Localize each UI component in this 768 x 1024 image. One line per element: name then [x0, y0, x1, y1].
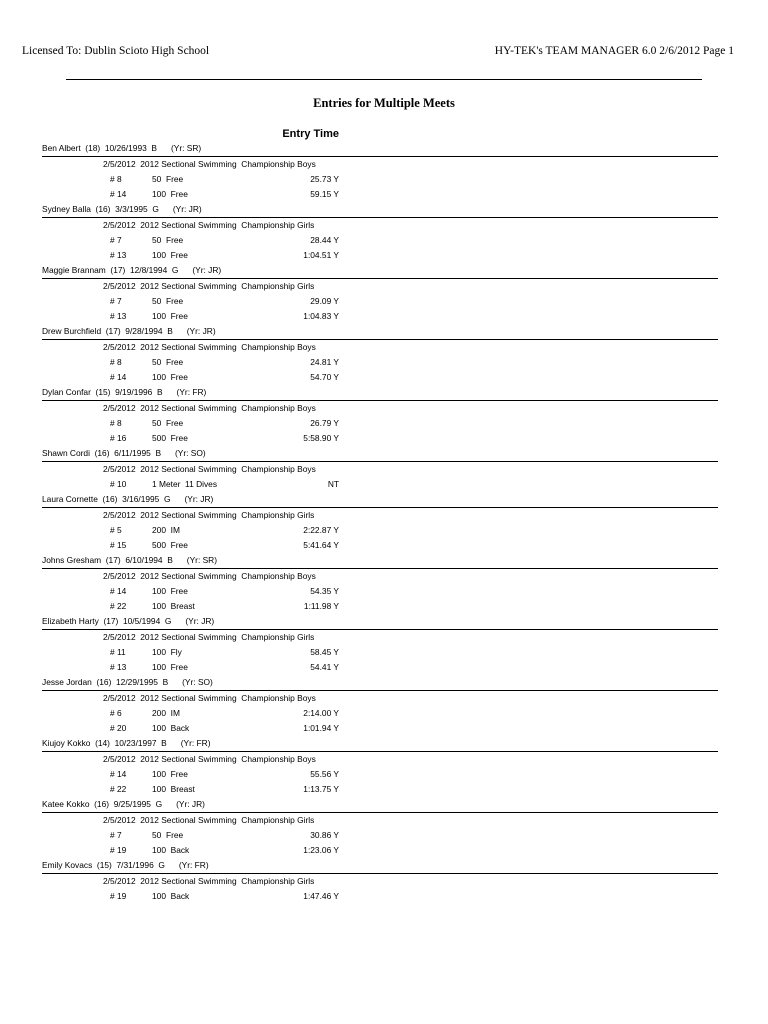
event-number: # 8 [110, 357, 122, 367]
meet-row [42, 812, 718, 828]
event-row [42, 721, 718, 736]
swimmer-entry [42, 385, 718, 446]
entry-time-column-header: Entry Time [282, 128, 339, 140]
swimmer-line: Katee Kokko (16) 9/25/1995 G (Yr: JR) [42, 799, 205, 809]
swimmer-entry [42, 797, 718, 858]
event-number: # 8 [110, 174, 122, 184]
software-page-info: HY-TEK's TEAM MANAGER 6.0 2/6/2012 Page 1 [494, 45, 734, 57]
swimmer-line: Laura Cornette (16) 3/16/1995 G (Yr: JR) [42, 494, 214, 504]
event-description: 100 Back [152, 723, 190, 733]
event-description: 100 Back [152, 891, 190, 901]
meet-row [42, 461, 718, 477]
entry-time: 30.86 Y [310, 830, 339, 840]
meet-row [42, 339, 718, 355]
event-number: # 7 [110, 830, 122, 840]
entry-time: 24.81 Y [310, 357, 339, 367]
entry-time: 1:13.75 Y [303, 784, 339, 794]
event-row [42, 248, 718, 263]
swimmer-entry [42, 492, 718, 553]
event-description: 100 Free [152, 372, 188, 382]
event-description: 500 Free [152, 540, 188, 550]
event-description: 1 Meter 11 Dives [152, 479, 218, 489]
event-description: 100 Free [152, 662, 188, 672]
entries-list [42, 141, 718, 904]
meet-row [42, 873, 718, 889]
meet-row [42, 400, 718, 416]
event-description: 200 IM [152, 708, 180, 718]
meet-name: 2/5/2012 2012 Sectional Swimming Championship Girls [103, 815, 315, 825]
event-row [42, 477, 718, 492]
entry-time: 54.35 Y [310, 586, 339, 596]
event-number: # 20 [110, 723, 127, 733]
meet-name: 2/5/2012 2012 Sectional Swimming Championship Boys [103, 693, 316, 703]
swimmer-entry [42, 553, 718, 614]
entry-time: 54.70 Y [310, 372, 339, 382]
event-row [42, 370, 718, 385]
swimmer-line: Kiujoy Kokko (14) 10/23/1997 B (Yr: FR) [42, 738, 211, 748]
event-number: # 14 [110, 372, 127, 382]
meet-name: 2/5/2012 2012 Sectional Swimming Championship Girls [103, 281, 315, 291]
entry-time: 5:58.90 Y [303, 433, 339, 443]
event-description: 100 Free [152, 189, 188, 199]
swimmer-line: Maggie Brannam (17) 12/8/1994 G (Yr: JR) [42, 265, 222, 275]
entry-time: 54.41 Y [310, 662, 339, 672]
event-row [42, 889, 718, 904]
event-row [42, 538, 718, 553]
meet-row [42, 751, 718, 767]
event-description: 50 Free [152, 235, 184, 245]
swimmer-line: Drew Burchfield (17) 9/28/1994 B (Yr: JR) [42, 326, 216, 336]
meet-row [42, 278, 718, 294]
event-number: # 14 [110, 586, 127, 596]
entry-time: 1:04.83 Y [303, 311, 339, 321]
event-row [42, 431, 718, 446]
event-number: # 22 [110, 601, 127, 611]
entry-time: 28.44 Y [310, 235, 339, 245]
meet-row [42, 507, 718, 523]
meet-row [42, 156, 718, 172]
event-description: 200 IM [152, 525, 180, 535]
swimmer-entry [42, 202, 718, 263]
swimmer-line: Jesse Jordan (16) 12/29/1995 B (Yr: SO) [42, 677, 213, 687]
event-row [42, 416, 718, 431]
event-description: 100 Breast [152, 784, 195, 794]
event-description: 50 Free [152, 357, 184, 367]
meet-name: 2/5/2012 2012 Sectional Swimming Championship Boys [103, 464, 316, 474]
entry-time: 1:47.46 Y [303, 891, 339, 901]
entry-time: 55.56 Y [310, 769, 339, 779]
entry-time: 59.15 Y [310, 189, 339, 199]
event-row [42, 309, 718, 324]
meet-row [42, 629, 718, 645]
entry-time: 58.45 Y [310, 647, 339, 657]
swimmer-line: Shawn Cordi (16) 6/11/1995 B (Yr: SO) [42, 448, 206, 458]
event-description: 100 Free [152, 586, 188, 596]
meet-row [42, 568, 718, 584]
event-row [42, 599, 718, 614]
meet-name: 2/5/2012 2012 Sectional Swimming Championship Girls [103, 510, 315, 520]
swimmer-entry [42, 141, 718, 202]
swimmer-entry [42, 614, 718, 675]
event-row [42, 660, 718, 675]
event-number: # 15 [110, 540, 127, 550]
event-number: # 7 [110, 235, 122, 245]
swimmer-line: Dylan Confar (15) 9/19/1996 B (Yr: FR) [42, 387, 207, 397]
event-description: 50 Free [152, 830, 184, 840]
event-number: # 13 [110, 311, 127, 321]
event-number: # 16 [110, 433, 127, 443]
event-row [42, 706, 718, 721]
meet-name: 2/5/2012 2012 Sectional Swimming Championship Girls [103, 220, 315, 230]
entry-time: 5:41.64 Y [303, 540, 339, 550]
swimmer-entry [42, 736, 718, 797]
event-row [42, 233, 718, 248]
event-row [42, 187, 718, 202]
event-row [42, 172, 718, 187]
meet-row [42, 217, 718, 233]
swimmer-line: Johns Gresham (17) 6/10/1994 B (Yr: SR) [42, 555, 218, 565]
entry-time: 29.09 Y [310, 296, 339, 306]
license-text: Licensed To: Dublin Scioto High School [22, 45, 210, 57]
event-row [42, 767, 718, 782]
meet-name: 2/5/2012 2012 Sectional Swimming Championship Girls [103, 876, 315, 886]
event-number: # 19 [110, 845, 127, 855]
swimmer-entry [42, 858, 718, 904]
event-description: 500 Free [152, 433, 188, 443]
swimmer-line: Sydney Balla (16) 3/3/1995 G (Yr: JR) [42, 204, 202, 214]
entry-time: 1:04.51 Y [303, 250, 339, 260]
swimmer-entry [42, 675, 718, 736]
event-number: # 13 [110, 662, 127, 672]
swimmer-line: Elizabeth Harty (17) 10/5/1994 G (Yr: JR) [42, 616, 215, 626]
event-number: # 6 [110, 708, 122, 718]
event-row [42, 584, 718, 599]
entry-time: 2:14.00 Y [303, 708, 339, 718]
report-title: Entries for Multiple Meets [313, 96, 455, 110]
event-row [42, 294, 718, 309]
event-description: 100 Free [152, 250, 188, 260]
event-number: # 14 [110, 769, 127, 779]
event-number: # 22 [110, 784, 127, 794]
swimmer-entry [42, 446, 718, 492]
entry-time: 25.73 Y [310, 174, 339, 184]
event-description: 100 Back [152, 845, 190, 855]
header-divider [66, 79, 702, 80]
meet-name: 2/5/2012 2012 Sectional Swimming Championship Boys [103, 159, 316, 169]
entry-time: 26.79 Y [310, 418, 339, 428]
meet-name: 2/5/2012 2012 Sectional Swimming Championship Boys [103, 342, 316, 352]
event-row [42, 645, 718, 660]
meet-name: 2/5/2012 2012 Sectional Swimming Championship Boys [103, 754, 316, 764]
meet-name: 2/5/2012 2012 Sectional Swimming Championship Girls [103, 632, 315, 642]
event-number: # 5 [110, 525, 122, 535]
event-number: # 13 [110, 250, 127, 260]
event-row [42, 782, 718, 797]
entry-time: 2:22.87 Y [303, 525, 339, 535]
event-number: # 11 [110, 647, 126, 657]
event-row [42, 828, 718, 843]
meet-name: 2/5/2012 2012 Sectional Swimming Championship Boys [103, 571, 316, 581]
event-description: 100 Free [152, 311, 188, 321]
event-row [42, 355, 718, 370]
event-number: # 7 [110, 296, 122, 306]
meet-row [42, 690, 718, 706]
event-description: 50 Free [152, 296, 184, 306]
entry-time: 1:23.06 Y [303, 845, 339, 855]
swimmer-line: Emily Kovacs (15) 7/31/1996 G (Yr: FR) [42, 860, 209, 870]
event-number: # 14 [110, 189, 127, 199]
swimmer-entry [42, 263, 718, 324]
swimmer-entry [42, 324, 718, 385]
event-number: # 8 [110, 418, 122, 428]
event-row [42, 523, 718, 538]
meet-name: 2/5/2012 2012 Sectional Swimming Championship Boys [103, 403, 316, 413]
event-number: # 10 [110, 479, 127, 489]
event-description: 100 Breast [152, 601, 195, 611]
entry-time: NT [327, 479, 339, 489]
event-description: 50 Free [152, 174, 184, 184]
entry-time: 1:11.98 Y [303, 601, 339, 611]
entry-time: 1:01.94 Y [303, 723, 339, 733]
event-description: 100 Fly [152, 647, 182, 657]
event-description: 100 Free [152, 769, 188, 779]
event-description: 50 Free [152, 418, 184, 428]
event-row [42, 843, 718, 858]
event-number: # 19 [110, 891, 127, 901]
swimmer-line: Ben Albert (18) 10/26/1993 B (Yr: SR) [42, 143, 202, 153]
